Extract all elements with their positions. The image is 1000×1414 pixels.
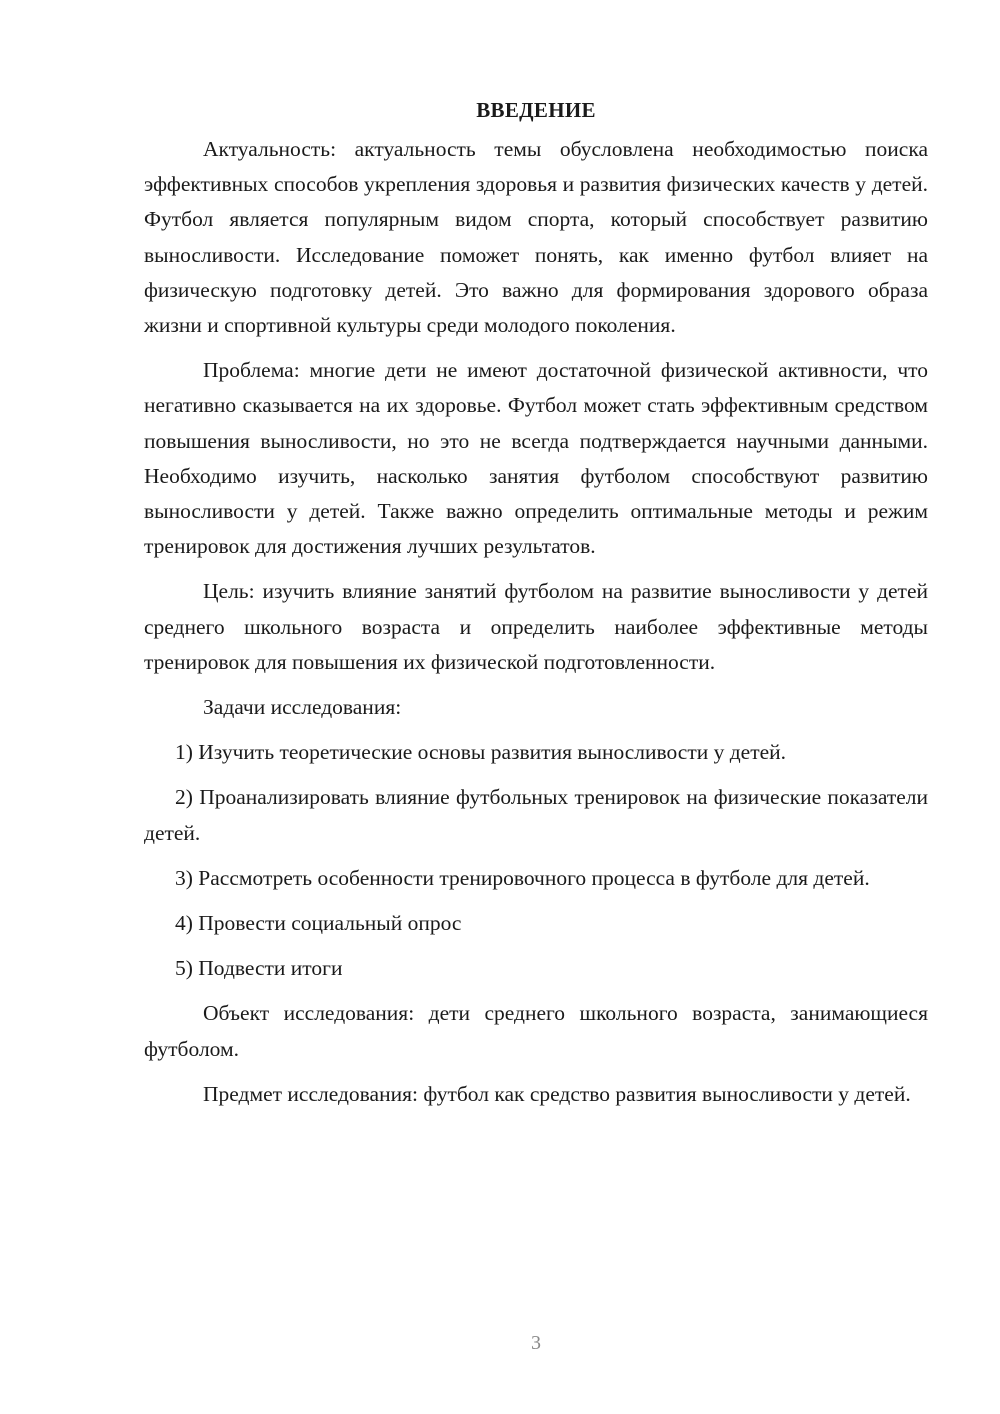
task-item: 1) Изучить теоретические основы развития выносливости у детей. bbox=[175, 740, 787, 765]
task-item: 5) Подвести итоги bbox=[175, 956, 343, 981]
goal-paragraph: Цель: изучить влияние занятий футболом на развитие выносливости у детей среднего школьного возраста и определить наиболее эффективные методы тренировок для повышения их физической подготовленности. bbox=[144, 579, 928, 674]
subject-paragraph: Предмет исследования: футбол как средство развития выносливости у детей. bbox=[203, 1081, 911, 1106]
task-item: 2) Проанализировать влияние футбольных тренировок на физические показатели детей. bbox=[144, 785, 928, 845]
relevance-paragraph: Актуальность: актуальность темы обусловлена необходимостью поиска эффективных способов укрепления здоровья и развития физических качеств у детей. Футбол является популярным видом спорта, который способствует развитию выносливости. Исследование поможет понять, как именно футбол влияет на физическую подготовку детей. Это важно для формирования здорового образа жизни и спортивной культуры среди молодого поколения. bbox=[144, 137, 928, 338]
task-item: 3) Рассмотреть особенности тренировочного процесса в футболе для детей. bbox=[175, 865, 870, 890]
task-item: 4) Провести социальный опрос bbox=[175, 911, 462, 936]
tasks-heading: Задачи исследования: bbox=[203, 695, 402, 720]
object-paragraph: Объект исследования: дети среднего школьного возраста, занимающиеся футболом. bbox=[144, 1001, 928, 1061]
page-number: 3 bbox=[531, 1332, 541, 1354]
page-title: ВВЕДЕНИЕ bbox=[476, 98, 596, 122]
document-page bbox=[144, 92, 928, 1122]
problem-paragraph: Проблема: многие дети не имеют достаточной физической активности, что негативно сказывается на их здоровье. Футбол может стать эффективным средством повышения выносливости, но это не всегда подтверждается научными данными. Необходимо изучить, насколько занятия футболом способствуют развитию выносливости у детей. Также важно определить оптимальные методы и режим тренировок для достижения лучших результатов. bbox=[144, 358, 928, 559]
